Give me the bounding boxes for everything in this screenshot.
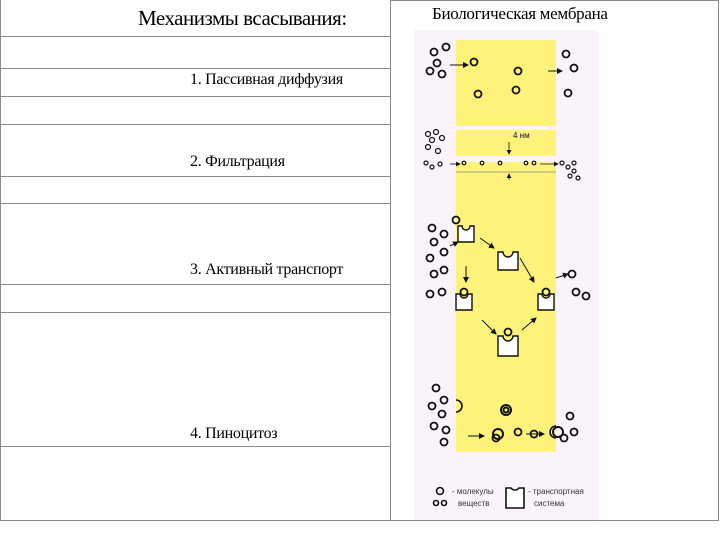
legend-transport-label-2: система [534, 499, 565, 508]
mechanism-passive-diffusion: 1. Пассивная диффузия [190, 71, 343, 88]
membrane-diagram [414, 30, 598, 520]
row-divider [0, 36, 390, 37]
page-title: Механизмы всасывания: [138, 6, 347, 30]
row-divider [0, 68, 390, 69]
row-divider [0, 446, 390, 447]
mechanism-filtration: 2. Фильтрация [190, 153, 285, 170]
row-divider [0, 124, 390, 125]
mechanism-pinocytosis: 4. Пиноцитоз [190, 425, 278, 442]
row-divider [0, 284, 390, 285]
right-border [718, 0, 719, 521]
legend-molecules-label-2: веществ [458, 499, 490, 508]
row-divider [0, 96, 390, 97]
membrane-active [456, 172, 556, 452]
row-divider [0, 203, 390, 204]
membrane-title: Биологическая мембрана [432, 4, 608, 23]
row-divider [0, 312, 390, 313]
mechanism-active-transport: 3. Активный транспорт [190, 261, 344, 278]
membrane-filtration-top [456, 130, 556, 156]
pore-size-label: 4 нм [513, 131, 530, 140]
row-divider [0, 176, 390, 177]
membrane-passive [456, 40, 556, 126]
legend-transport-label: - транспортная [528, 487, 584, 496]
table-bottom-border [0, 520, 718, 521]
left-border [0, 0, 1, 521]
table-top-border [390, 0, 718, 1]
column-divider [390, 0, 391, 521]
membrane-filtration-bottom [456, 162, 556, 172]
legend-molecules-label: - молекулы [452, 487, 494, 496]
